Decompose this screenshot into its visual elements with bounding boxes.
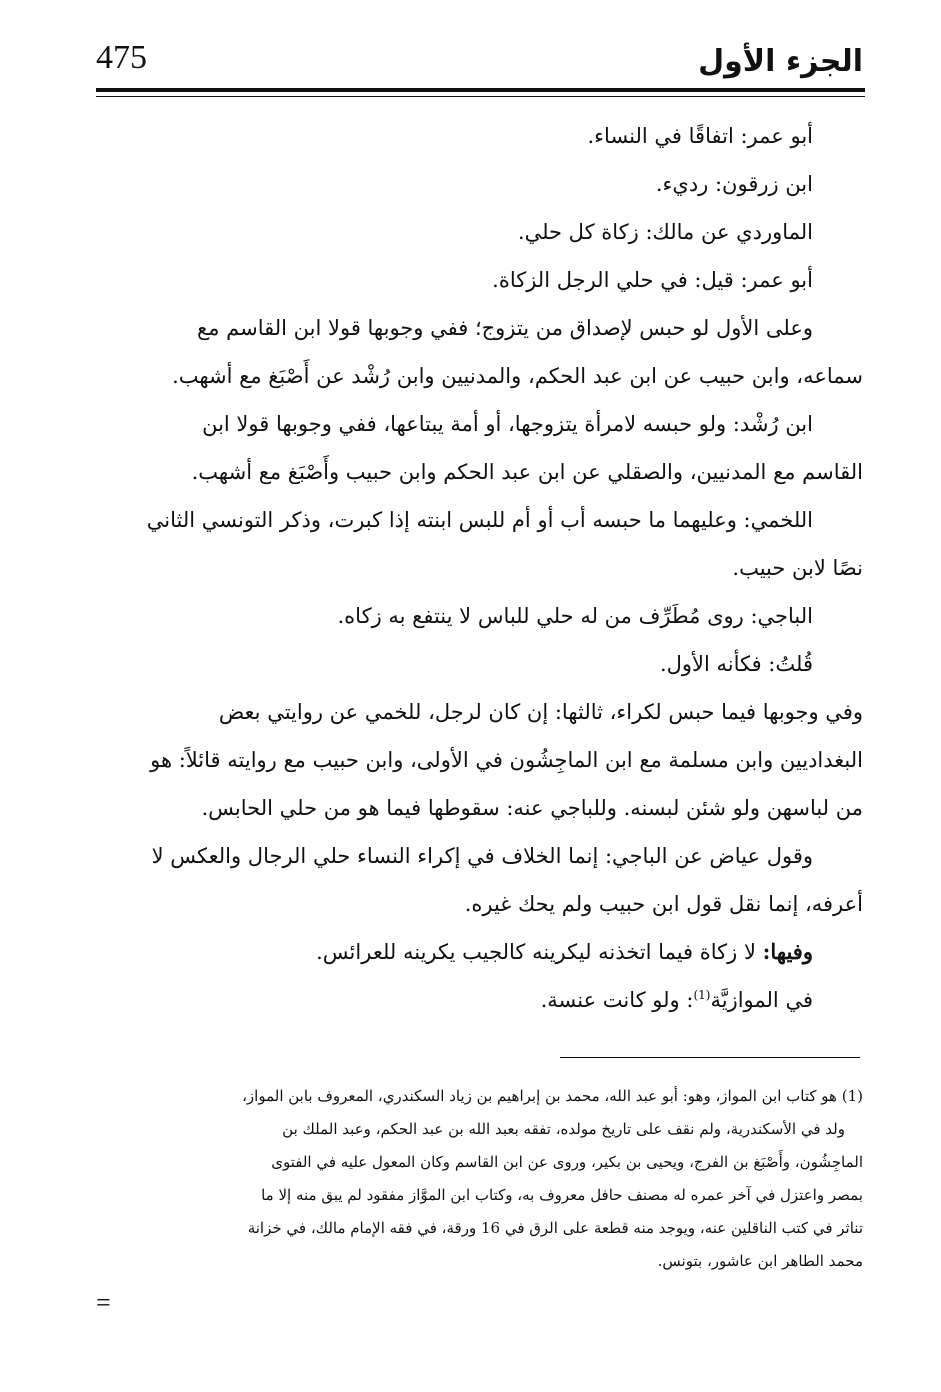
mawaziyya-label: في الموازيَّة (710, 988, 813, 1012)
text-line: البغداديين وابن مسلمة مع ابن الماجِشُون في الأولى، وابن حبيب مع روايته قائلاً: هو (150, 748, 863, 772)
fiha-text: لا زكاة فيما اتخذنه ليكرينه كالجيب يكرينه للعرائس. (316, 940, 763, 964)
footnote-ref[interactable]: (1) (693, 988, 711, 1002)
footnote-line: بمصر واعتزل في آخر عمره له مصنف حافل معروف به، وكتاب ابن الموَّاز مفقود لم يبق منه إلا ما (261, 1186, 863, 1204)
text-line: وفي وجوبها فيما حبس لكراء، ثالثها: إن كان لرجل، للخمي عن روايتي بعض (218, 700, 863, 724)
footnote-line: الماجِشُون، وأَصْبَغ بن الفرج، ويحيى بن بكير، وروى عن ابن القاسم وكان المعول عليه في الفتوى (271, 1153, 863, 1171)
text-line: القاسم مع المدنيين، والصقلي عن ابن عبد الحكم وابن حبيب وأَصْبَغ مع أشهب. (191, 460, 863, 484)
header-rule-thick (96, 88, 865, 92)
footnote-line: تناثر في كتب الناقلين عنه، ويوجد منه قطعة على الرق في 16 ورقة، في فقه الإمام مالك، في خزانة (247, 1219, 863, 1237)
text-line: من لباسهن ولو شئن لبسنه. وللباجي عنه: سقوطها فيما هو من حلي الحابس. (201, 796, 863, 820)
footnotes (96, 1080, 863, 1278)
header-rule-thin (96, 96, 865, 97)
text-line: اللخمي: وعليهما ما حبسه أب أو أم للبس ابنته إذا كبرت، وذكر التونسي الثاني (146, 508, 813, 532)
text-line: وقول عياض عن الباجي: إنما الخلاف في إكراء النساء حلي الرجال والعكس لا (151, 844, 813, 868)
text-line: الماوردي عن مالك: زكاة كل حلي. (517, 220, 813, 244)
running-title: الجزء الأول (698, 44, 863, 79)
text-line-fiha (96, 928, 863, 976)
text-line: قُلتُ: فكأنه الأول. (659, 652, 813, 676)
mawaziyya-text: : ولو كانت عنسة. (540, 988, 694, 1012)
text-line: سماعه، وابن حبيب عن ابن عبد الحكم، والمدنيين وابن رُشْد عن أَصْبَغ مع أشهب. (172, 364, 863, 388)
text-line: أعرفه، إنما نقل قول ابن حبيب ولم يحك غيره. (464, 892, 863, 916)
continuation-mark: = (96, 1288, 111, 1317)
text-line: الباجي: روى مُطَرِّف من له حلي للباس لا ينتفع به زكاه. (337, 604, 813, 628)
footnote-separator (560, 1057, 860, 1058)
text-line: وعلى الأول لو حبس لإصداق من يتزوج؛ ففي وجوبها قولا ابن القاسم مع (197, 316, 813, 340)
text-line: أبو عمر: قيل: في حلي الرجل الزكاة. (492, 268, 813, 292)
footnote-line: محمد الطاهر ابن عاشور، بتونس. (657, 1252, 863, 1270)
page-number: 475 (96, 39, 147, 76)
text-line-mawaziyya (96, 976, 863, 1024)
footnote-line: (1) هو كتاب ابن المواز، وهو: أبو عبد الله، محمد بن إبراهيم بن زياد السكندري، المعروف بابن المواز، (242, 1087, 863, 1105)
text-line: ابن زرقون: رديء. (655, 172, 813, 196)
text-line: أبو عمر: اتفاقًا في النساء. (587, 124, 813, 148)
footnote-line: ولد في الأسكندرية، ولم نقف على تاريخ مولده، تفقه بعبد الله بن عبد الحكم، وعبد الملك بن (282, 1120, 845, 1138)
main-text (96, 112, 863, 1024)
fiha-label: وفيها: (762, 939, 813, 964)
text-line: ابن رُشْد: ولو حبسه لامرأة يتزوجها، أو أمة يبتاعها، ففي وجوبها قولا ابن (202, 412, 813, 436)
text-line: نصًا لابن حبيب. (732, 556, 863, 580)
